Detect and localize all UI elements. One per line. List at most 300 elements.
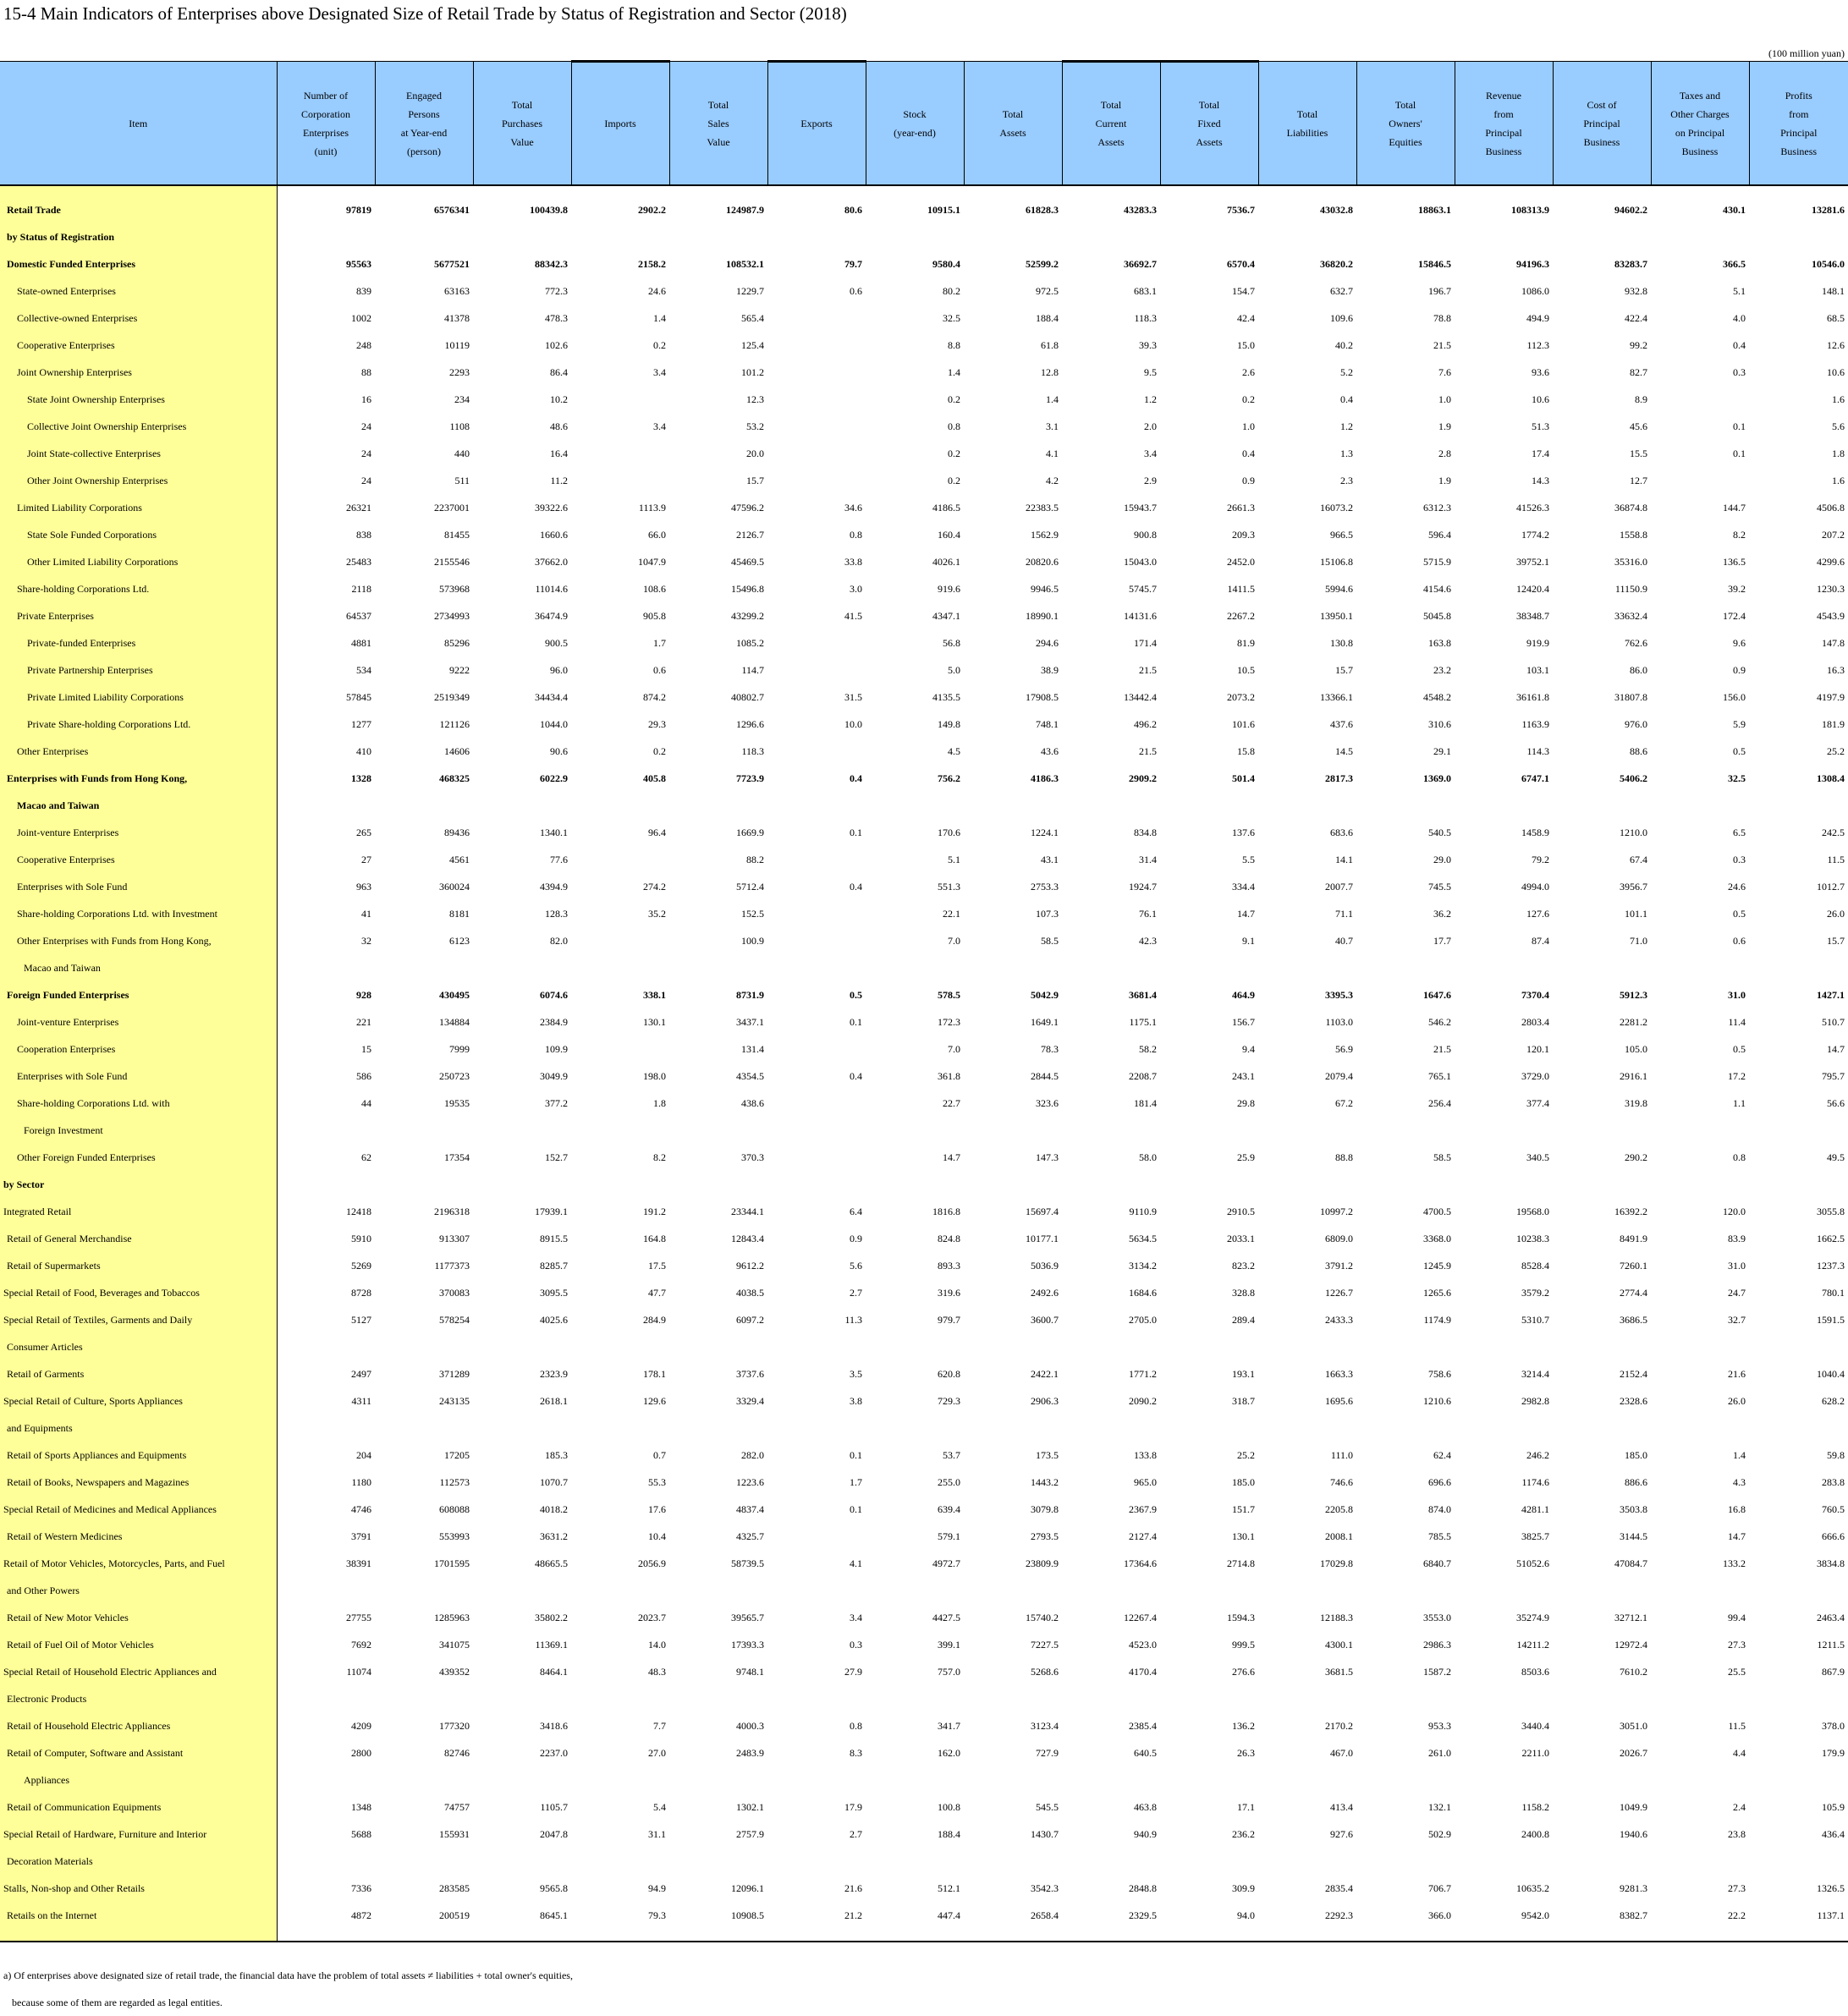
- value-cell: [1062, 1929, 1160, 1942]
- value-cell: 2208.7: [1129, 1069, 1157, 1082]
- value-cell: 405.8: [643, 772, 666, 784]
- value-cell: 45.6: [1630, 420, 1647, 432]
- value-cell: [767, 413, 866, 440]
- value-cell: 2400.8: [1521, 1827, 1549, 1840]
- header-line: Persons: [408, 107, 440, 120]
- value-cell: 196.7: [1428, 284, 1451, 297]
- value-cell: 6022.9: [540, 772, 568, 784]
- value-cell: 3791.2: [1325, 1259, 1353, 1272]
- value-cell: 1105.7: [540, 1800, 568, 1813]
- value-cell: [1651, 1414, 1749, 1442]
- value-cell: 68.5: [1827, 311, 1845, 324]
- value-cell: [375, 1171, 473, 1198]
- value-cell: 9946.5: [1031, 582, 1059, 595]
- header-line: (year-end): [894, 126, 936, 139]
- value-cell: 59.8: [1827, 1448, 1845, 1461]
- value-cell: [964, 1333, 1062, 1360]
- header-line: Assets: [1196, 136, 1223, 148]
- value-cell: 17393.3: [731, 1638, 764, 1651]
- row-label: Enterprises with Funds from Hong Kong,: [0, 765, 277, 792]
- value-cell: 927.6: [1330, 1827, 1353, 1840]
- value-cell: [767, 1766, 866, 1794]
- value-cell: 2916.1: [1620, 1069, 1647, 1082]
- value-cell: 13281.6: [1812, 203, 1845, 216]
- value-cell: 2497: [351, 1367, 371, 1380]
- row-label: Other Foreign Funded Enterprises: [0, 1144, 277, 1171]
- value-cell: 181.4: [1134, 1096, 1157, 1109]
- value-cell: 14131.6: [1124, 609, 1157, 622]
- value-cell: 3542.3: [1031, 1881, 1059, 1894]
- value-cell: 151.7: [1232, 1502, 1255, 1515]
- value-cell: 377.2: [545, 1096, 568, 1109]
- value-cell: 185.3: [545, 1448, 568, 1461]
- value-cell: 4154.6: [1423, 582, 1451, 595]
- value-cell: 4.1: [850, 1557, 862, 1569]
- value-cell: 4186.5: [932, 501, 960, 514]
- value-cell: 32.5: [1728, 772, 1746, 784]
- value-cell: 78.8: [1433, 311, 1451, 324]
- value-cell: 2329.5: [1129, 1909, 1157, 1921]
- header-line: Principal: [1780, 126, 1818, 139]
- row-label: Retail of Western Medicines: [0, 1523, 277, 1550]
- value-cell: 48.3: [648, 1665, 666, 1678]
- value-cell: 6074.6: [540, 988, 568, 1001]
- value-cell: 83283.7: [1614, 257, 1647, 270]
- value-cell: 31.5: [844, 690, 862, 703]
- row-label: Cooperation Enterprises: [0, 1035, 277, 1063]
- value-cell: 6840.7: [1423, 1557, 1451, 1569]
- value-cell: 82746: [444, 1746, 470, 1759]
- header-line: Business: [1780, 145, 1818, 157]
- value-cell: [669, 1848, 767, 1875]
- value-cell: 2007.7: [1325, 880, 1353, 893]
- value-cell: [1455, 792, 1553, 819]
- value-cell: 256.4: [1428, 1096, 1451, 1109]
- value-cell: [375, 1117, 473, 1144]
- value-cell: 53.7: [943, 1448, 960, 1461]
- value-cell: 77.6: [550, 853, 568, 865]
- value-cell: 185.0: [1232, 1475, 1255, 1488]
- header-line: Revenue: [1486, 89, 1521, 102]
- value-cell: 274.2: [643, 880, 666, 893]
- value-cell: [1062, 1766, 1160, 1794]
- row-label: Foreign Funded Enterprises: [0, 981, 277, 1008]
- value-cell: 1296.6: [736, 717, 764, 730]
- value-cell: 1174.9: [1423, 1313, 1451, 1326]
- value-cell: 410: [356, 744, 371, 757]
- value-cell: 25.2: [1827, 744, 1845, 757]
- value-cell: 15.7: [746, 474, 764, 486]
- value-cell: 5.1: [1733, 284, 1746, 297]
- value-cell: 22.1: [943, 907, 960, 920]
- value-cell: 89436: [444, 826, 470, 838]
- value-cell: 913307: [439, 1232, 470, 1244]
- value-cell: 15.0: [1237, 338, 1255, 351]
- value-cell: 112.3: [1526, 338, 1549, 351]
- value-cell: 361.8: [938, 1069, 960, 1082]
- value-cell: [1258, 792, 1356, 819]
- value-cell: 56.9: [1335, 1042, 1353, 1055]
- value-cell: 32712.1: [1614, 1611, 1647, 1623]
- row-label: Special Retail of Household Electric Appliances and: [0, 1658, 277, 1685]
- value-cell: 2328.6: [1620, 1394, 1647, 1407]
- row-label: Retail of Garments: [0, 1360, 277, 1387]
- value-cell: 136.5: [1723, 555, 1746, 568]
- value-cell: 4837.4: [736, 1502, 764, 1515]
- value-cell: [866, 223, 964, 250]
- value-cell: [1455, 1848, 1553, 1875]
- value-cell: 78.3: [1041, 1042, 1059, 1055]
- value-cell: 82.0: [550, 934, 568, 947]
- table-row: [0, 1821, 1848, 1848]
- value-cell: 105.0: [1625, 1042, 1647, 1055]
- value-cell: 2158.2: [638, 257, 666, 270]
- value-cell: 64537: [346, 609, 371, 622]
- value-cell: 5.6: [850, 1259, 862, 1272]
- value-cell: [1160, 792, 1258, 819]
- value-cell: [866, 1577, 964, 1604]
- value-cell: 2.0: [1144, 420, 1157, 432]
- table-row: [0, 548, 1848, 575]
- row-label: Macao and Taiwan: [0, 792, 277, 819]
- value-cell: 338.1: [643, 988, 666, 1001]
- value-cell: 0.6: [1733, 934, 1746, 947]
- value-cell: 1591.5: [1817, 1313, 1845, 1326]
- header-line: Corporation: [301, 107, 350, 120]
- value-cell: [1356, 1929, 1455, 1942]
- value-cell: 82.7: [1630, 365, 1647, 378]
- value-cell: [1160, 1929, 1258, 1942]
- value-cell: [375, 223, 473, 250]
- value-cell: 2047.8: [540, 1827, 568, 1840]
- row-label: Special Retail of Medicines and Medical Appliances: [0, 1496, 277, 1523]
- value-cell: [473, 1171, 571, 1198]
- row-label: Share-holding Corporations Ltd. with Investment: [0, 900, 277, 927]
- row-label: Enterprises with Sole Fund: [0, 1063, 277, 1090]
- value-cell: 2492.6: [1031, 1286, 1059, 1299]
- value-cell: 31.4: [1139, 853, 1157, 865]
- value-cell: [1356, 1171, 1455, 1198]
- value-cell: 2292.3: [1325, 1909, 1353, 1921]
- value-cell: 9281.3: [1620, 1881, 1647, 1894]
- value-cell: 3834.8: [1817, 1557, 1845, 1569]
- value-cell: 640.5: [1134, 1746, 1157, 1759]
- value-cell: 6.4: [850, 1205, 862, 1217]
- value-cell: 1177373: [434, 1259, 470, 1272]
- table-row: [0, 440, 1848, 467]
- row-label: Collective-owned Enterprises: [0, 305, 277, 332]
- value-cell: 144.7: [1723, 501, 1746, 514]
- value-cell: 27755: [346, 1611, 371, 1623]
- value-cell: 172.3: [938, 1015, 960, 1028]
- value-cell: 15697.4: [1026, 1205, 1059, 1217]
- value-cell: [767, 386, 866, 413]
- value-cell: [1356, 1414, 1455, 1442]
- value-cell: [1160, 1414, 1258, 1442]
- value-cell: 0.4: [1733, 338, 1746, 351]
- value-cell: [1553, 1577, 1651, 1604]
- value-cell: 6.5: [1733, 826, 1746, 838]
- value-cell: 283585: [439, 1881, 470, 1894]
- value-cell: 371289: [439, 1367, 470, 1380]
- header-line: Total: [1002, 107, 1024, 120]
- value-cell: 10997.2: [1320, 1205, 1353, 1217]
- value-cell: 370083: [439, 1286, 470, 1299]
- value-cell: 0.5: [850, 988, 862, 1001]
- header-line: Stock: [903, 107, 927, 120]
- value-cell: [1553, 1171, 1651, 1198]
- value-cell: [866, 1685, 964, 1712]
- header-line: Liabilities: [1286, 126, 1328, 139]
- value-cell: 2618.1: [540, 1394, 568, 1407]
- value-cell: 3.5: [850, 1367, 862, 1380]
- value-cell: 15106.8: [1320, 555, 1353, 568]
- value-cell: [1062, 1414, 1160, 1442]
- header-col-4: [571, 62, 669, 186]
- value-cell: [1553, 185, 1651, 196]
- value-cell: 706.7: [1428, 1881, 1451, 1894]
- value-cell: 15496.8: [731, 582, 764, 595]
- value-cell: 886.6: [1625, 1475, 1647, 1488]
- value-cell: 319.6: [938, 1286, 960, 1299]
- table-row: [0, 575, 1848, 602]
- table-row: [0, 1414, 1848, 1442]
- table-row: [0, 1577, 1848, 1604]
- table-row: [0, 792, 1848, 819]
- value-cell: 4038.5: [736, 1286, 764, 1299]
- value-cell: [767, 656, 866, 684]
- value-cell: 430495: [439, 988, 470, 1001]
- value-cell: [1062, 1171, 1160, 1198]
- value-cell: [1553, 1685, 1651, 1712]
- value-cell: 378.0: [1822, 1719, 1845, 1732]
- header-col-5: [669, 62, 767, 186]
- value-cell: 608088: [439, 1502, 470, 1515]
- value-cell: 3144.5: [1620, 1530, 1647, 1542]
- value-cell: 5715.9: [1423, 555, 1451, 568]
- value-cell: 2152.4: [1620, 1367, 1647, 1380]
- value-cell: 1369.0: [1423, 772, 1451, 784]
- value-cell: 0.2: [948, 474, 960, 486]
- value-cell: 3134.2: [1129, 1259, 1157, 1272]
- footnote-1: a) Of enterprises above designated size of retail trade, the financial data have the problem of total assets ≠ liabilities + total owner's equities,: [3, 1969, 573, 1981]
- value-cell: 2753.3: [1031, 880, 1059, 893]
- row-label: State-owned Enterprises: [0, 277, 277, 305]
- value-cell: 3600.7: [1031, 1313, 1059, 1326]
- value-cell: 4025.6: [540, 1313, 568, 1326]
- value-cell: 14.3: [1532, 474, 1549, 486]
- value-cell: [1553, 1929, 1651, 1942]
- value-cell: 2384.9: [540, 1015, 568, 1028]
- value-cell: 31.0: [1728, 988, 1746, 1001]
- value-cell: 17.2: [1728, 1069, 1746, 1082]
- value-cell: [1356, 223, 1455, 250]
- value-cell: 11.4: [1728, 1015, 1746, 1028]
- value-cell: [571, 185, 669, 196]
- value-cell: [964, 185, 1062, 196]
- value-cell: 236.2: [1232, 1827, 1255, 1840]
- value-cell: 17205: [444, 1448, 470, 1461]
- value-cell: 340.5: [1526, 1151, 1549, 1163]
- table-row: [0, 1306, 1848, 1333]
- value-cell: 5.1: [948, 853, 960, 865]
- value-cell: [375, 1333, 473, 1360]
- value-cell: [277, 223, 375, 250]
- value-cell: 3579.2: [1521, 1286, 1549, 1299]
- header-line: Taxes and: [1679, 89, 1721, 102]
- value-cell: 242.5: [1822, 826, 1845, 838]
- table-title: 15-4 Main Indicators of Enterprises above Designated Size of Retail Trade by Status of Registration and Sector (2018): [3, 3, 847, 24]
- value-cell: 23344.1: [731, 1205, 764, 1217]
- value-cell: [1160, 1117, 1258, 1144]
- value-cell: 1174.6: [1521, 1475, 1549, 1488]
- value-cell: 18863.1: [1418, 203, 1451, 216]
- value-cell: 729.3: [938, 1394, 960, 1407]
- value-cell: 58.5: [1041, 934, 1059, 947]
- value-cell: 551.3: [938, 880, 960, 893]
- value-cell: 334.4: [1232, 880, 1255, 893]
- value-cell: 94.9: [648, 1881, 666, 1894]
- row-label: Domestic Funded Enterprises: [0, 250, 277, 277]
- table-row: [0, 467, 1848, 494]
- value-cell: [866, 954, 964, 981]
- value-cell: 156.7: [1232, 1015, 1255, 1028]
- value-cell: 2026.7: [1620, 1746, 1647, 1759]
- table-row: [0, 1387, 1848, 1414]
- value-cell: [1258, 185, 1356, 196]
- value-cell: 4.1: [1046, 447, 1059, 459]
- value-cell: [669, 1929, 767, 1942]
- value-cell: 3737.6: [736, 1367, 764, 1380]
- value-cell: 3079.8: [1031, 1502, 1059, 1515]
- value-cell: [571, 1685, 669, 1712]
- value-cell: [277, 1766, 375, 1794]
- value-cell: [866, 1848, 964, 1875]
- value-cell: 1411.5: [1227, 582, 1255, 595]
- value-cell: 3.8: [850, 1394, 862, 1407]
- value-cell: 1224.1: [1031, 826, 1059, 838]
- value-cell: 0.8: [850, 528, 862, 541]
- value-cell: 133.8: [1134, 1448, 1157, 1461]
- value-cell: [1651, 1766, 1749, 1794]
- value-cell: 1.9: [1438, 420, 1451, 432]
- value-cell: 5269: [351, 1259, 371, 1272]
- value-cell: 14211.2: [1516, 1638, 1549, 1651]
- value-cell: [1356, 185, 1455, 196]
- value-cell: [669, 954, 767, 981]
- value-cell: 14.7: [943, 1151, 960, 1163]
- value-cell: [1356, 954, 1455, 981]
- value-cell: 1647.6: [1423, 988, 1451, 1001]
- value-cell: [1651, 954, 1749, 981]
- table-row: [0, 981, 1848, 1008]
- value-cell: 478.3: [545, 311, 568, 324]
- value-cell: 15.5: [1630, 447, 1647, 459]
- value-cell: [767, 185, 866, 196]
- value-cell: 15.8: [1237, 744, 1255, 757]
- value-cell: [1455, 223, 1553, 250]
- value-cell: 464.9: [1232, 988, 1255, 1001]
- value-cell: 965.0: [1134, 1475, 1157, 1488]
- value-cell: 0.5: [1733, 744, 1746, 757]
- header-col-16: [1749, 62, 1848, 186]
- value-cell: 1070.7: [540, 1475, 568, 1488]
- value-cell: 23809.9: [1026, 1557, 1059, 1569]
- value-cell: 0.6: [653, 663, 666, 676]
- header-col-15: [1651, 62, 1749, 186]
- value-cell: [669, 1766, 767, 1794]
- value-cell: 3049.9: [540, 1069, 568, 1082]
- row-label: Joint State-collective Enterprises: [0, 440, 277, 467]
- table-row: [0, 656, 1848, 684]
- value-cell: 162.0: [938, 1746, 960, 1759]
- value-cell: 2023.7: [638, 1611, 666, 1623]
- value-cell: 1328: [351, 772, 371, 784]
- value-cell: 0.7: [653, 1448, 666, 1461]
- value-cell: 1158.2: [1521, 1800, 1549, 1813]
- row-label: Joint Ownership Enterprises: [0, 359, 277, 386]
- spacer-row: [0, 185, 1848, 196]
- value-cell: 545.5: [1036, 1800, 1059, 1813]
- value-cell: [964, 223, 1062, 250]
- value-cell: 66.0: [648, 528, 666, 541]
- header-col-6: [767, 62, 866, 186]
- value-cell: 127.6: [1526, 907, 1549, 920]
- value-cell: 99.4: [1728, 1611, 1746, 1623]
- value-cell: [375, 185, 473, 196]
- value-cell: 1669.9: [736, 826, 764, 838]
- value-cell: 51052.6: [1516, 1557, 1549, 1569]
- value-cell: 0.9: [1733, 663, 1746, 676]
- value-cell: 5.2: [1340, 365, 1353, 378]
- value-cell: 12972.4: [1614, 1638, 1647, 1651]
- value-cell: 11.2: [550, 474, 568, 486]
- row-label: Retail of New Motor Vehicles: [0, 1604, 277, 1631]
- value-cell: 867.9: [1822, 1665, 1845, 1678]
- value-cell: 8.2: [653, 1151, 666, 1163]
- value-cell: 1.2: [1340, 420, 1353, 432]
- value-cell: 2073.2: [1227, 690, 1255, 703]
- value-cell: 26.0: [1728, 1394, 1746, 1407]
- value-cell: 377.4: [1526, 1096, 1549, 1109]
- value-cell: 360024: [439, 880, 470, 893]
- value-cell: 31807.8: [1614, 690, 1647, 703]
- value-cell: 1113.9: [638, 501, 666, 514]
- value-cell: 7536.7: [1227, 203, 1255, 216]
- table-row: [0, 1360, 1848, 1387]
- value-cell: 501.4: [1232, 772, 1255, 784]
- value-cell: 2155546: [434, 555, 470, 568]
- value-cell: 1684.6: [1129, 1286, 1157, 1299]
- value-cell: [1356, 1685, 1455, 1712]
- value-cell: 2714.8: [1227, 1557, 1255, 1569]
- value-cell: 108532.1: [726, 257, 764, 270]
- row-label: Electronic Products: [0, 1685, 277, 1712]
- value-cell: 953.3: [1428, 1719, 1451, 1732]
- value-cell: 32.7: [1728, 1313, 1746, 1326]
- table-row: [0, 684, 1848, 711]
- value-cell: [571, 846, 669, 873]
- value-cell: 620.8: [938, 1367, 960, 1380]
- value-cell: [669, 185, 767, 196]
- value-cell: 204: [356, 1448, 371, 1461]
- value-cell: 38391: [346, 1557, 371, 1569]
- value-cell: 2033.1: [1227, 1232, 1255, 1244]
- value-cell: 4186.3: [1031, 772, 1059, 784]
- value-cell: 1.4: [948, 365, 960, 378]
- value-cell: 36.2: [1433, 907, 1451, 920]
- value-cell: [1062, 223, 1160, 250]
